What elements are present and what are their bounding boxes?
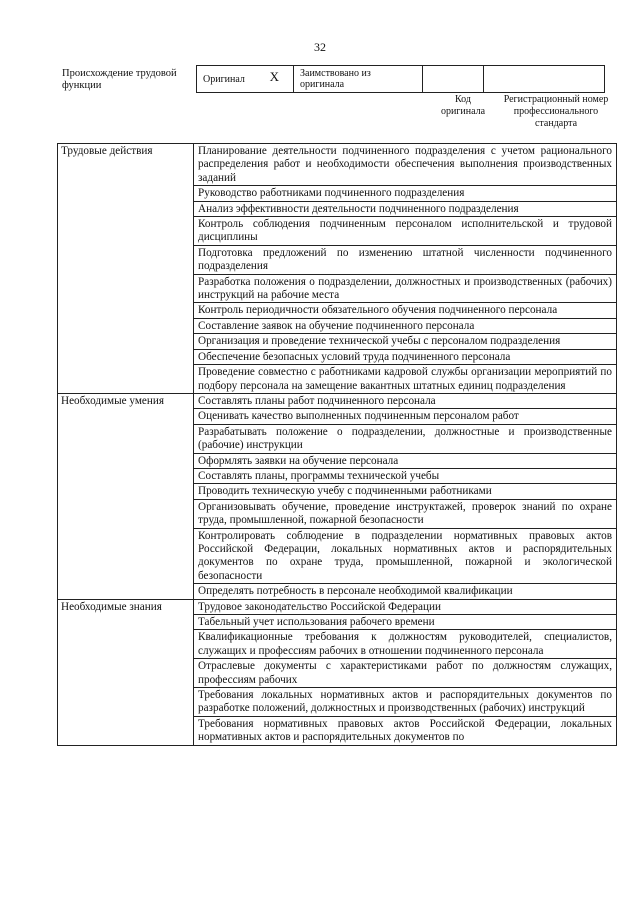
- table-cell: Квалификационные требования к должностям руководителей, специалистов, служащих и профессиям рабочих в отношении подчиненного персонала: [194, 630, 617, 659]
- table-row: [58, 599, 617, 614]
- table-cell: Табельный учет использования рабочего времени: [194, 615, 617, 630]
- origin-table: [196, 65, 605, 93]
- table-cell: Разрабатывать положение о подразделении, должностные и производственные (рабочие) инструкции: [194, 424, 617, 453]
- reg-number-label: Регистрационный номер профессионального стандарта: [503, 94, 609, 129]
- section-title: Трудовые действия: [58, 144, 194, 394]
- table-cell: Определять потребность в персонале необходимой квалификации: [194, 584, 617, 599]
- table-cell: Требования локальных нормативных актов и распорядительных документов по разработке положений, должностных и производственных (рабочих) инструкций: [194, 688, 617, 717]
- table-cell: Разработка положения о подразделении, должностных и производственных (рабочих) инструкций на рабочие места: [194, 274, 617, 303]
- table-cell: Анализ эффективности деятельности подчиненного подразделения: [194, 201, 617, 216]
- table-cell: Контроль периодичности обязательного обучения подчиненного персонала: [194, 303, 617, 318]
- table-cell: Организовывать обучение, проведение инструктажей, проверок знаний по охране труда, промышленной, пожарной безопасности: [194, 499, 617, 528]
- table-row: [58, 393, 617, 408]
- table-cell: Трудовое законодательство Российской Федерации: [194, 599, 617, 614]
- code-cell: [423, 66, 484, 93]
- code-label: Код оригинала: [440, 94, 486, 117]
- table-cell: Контроль соблюдения подчиненным персоналом исполнительской и трудовой дисциплины: [194, 217, 617, 246]
- competency-table-body: [58, 144, 617, 746]
- table-cell: Составлять планы, программы технической учебы: [194, 468, 617, 483]
- origin-label: Происхождение трудовой функции: [62, 68, 177, 91]
- table-cell: Организация и проведение технической учебы с персоналом подразделения: [194, 334, 617, 349]
- table-cell: Руководство работниками подчиненного подразделения: [194, 186, 617, 201]
- table-cell: Требования нормативных правовых актов Российской Федерации, локальных нормативных актов и распорядительных документов по: [194, 716, 617, 745]
- borrowed-cell: Заимствовано из оригинала: [294, 66, 423, 93]
- reg-number-cell: [484, 66, 605, 93]
- table-cell: Обеспечение безопасных условий труда подчиненного персонала: [194, 349, 617, 364]
- table-cell: Составлять планы работ подчиненного персонала: [194, 393, 617, 408]
- table-cell: Проведение совместно с работниками кадровой службы организации мероприятий по подбору персонала на замещение вакантных штатных единиц подразделения: [194, 365, 617, 394]
- table-cell: Оценивать качество выполненных подчиненным персоналом работ: [194, 409, 617, 424]
- table-row: [58, 144, 617, 186]
- table-cell: Планирование деятельности подчиненного подразделения с учетом рационального распределения работ и необходимости обеспечения выполнения производственных заданий: [194, 144, 617, 186]
- table-cell: Контролировать соблюдение в подразделении нормативных правовых актов Российской Федерации, локальных нормативных актов и распорядительных документов по охране труда, промышленной, пожарной и экологической безопасности: [194, 528, 617, 584]
- original-cell: [197, 66, 294, 93]
- original-mark: X: [269, 69, 279, 84]
- table-cell: Составление заявок на обучение подчиненного персонала: [194, 318, 617, 333]
- table-cell: Отраслевые документы с характеристиками работ по должностям служащих, профессиям рабочих: [194, 659, 617, 688]
- table-cell: Проводить техническую учебу с подчиненными работниками: [194, 484, 617, 499]
- section-title: Необходимые умения: [58, 393, 194, 599]
- page-number: 32: [314, 40, 326, 54]
- table-cell: Оформлять заявки на обучение персонала: [194, 453, 617, 468]
- original-label: Оригинал: [203, 73, 245, 85]
- table-cell: Подготовка предложений по изменению штатной численности подчиненного подразделения: [194, 245, 617, 274]
- section-title: Необходимые знания: [58, 599, 194, 745]
- competency-table: [57, 143, 617, 746]
